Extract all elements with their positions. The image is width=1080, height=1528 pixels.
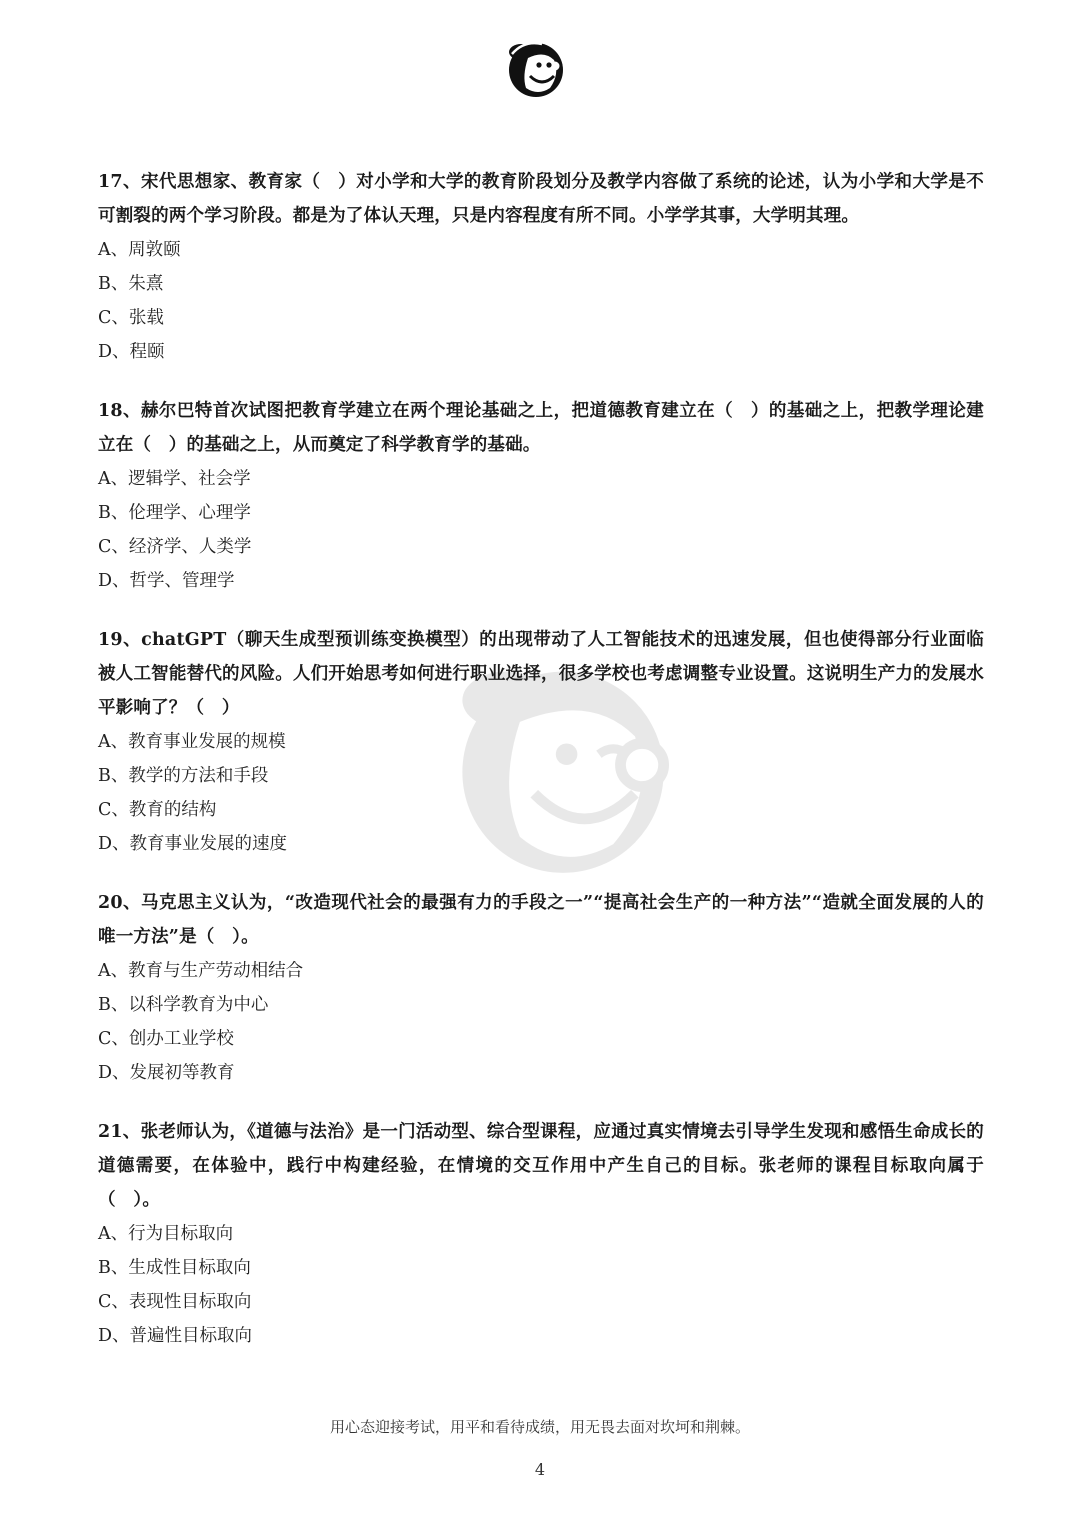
monkey-mascot-icon: [504, 36, 568, 100]
question-list: [98, 165, 984, 1378]
option-d: D、哲学、管理学: [98, 571, 235, 591]
option-a: A、行为目标取向: [98, 1224, 234, 1244]
footer-motto: 用心态迎接考试，用平和看待成绩，用无畏去面对坎坷和荆棘。: [329, 1418, 750, 1436]
question-stem: 18、赫尔巴特首次试图把教育学建立在两个理论基础之上，把道德教育建立在（ ）的基础之上，把教学理论建立在（ ）的基础之上，从而奠定了科学教育学的基础。: [98, 401, 984, 455]
option-a: A、教育与生产劳动相结合: [98, 961, 304, 981]
question-stem: 21、张老师认为，《道德与法治》是一门活动型、综合型课程，应通过真实情境去引导学生发现和感悟生命成长的道德需要，在体验中，践行中构建经验，在情境的交互作用中产生自己的目标。张老师的课程目标取向属于（ ）。: [98, 1122, 984, 1210]
option-c: C、张载: [98, 308, 164, 328]
option-c: C、创办工业学校: [98, 1029, 234, 1049]
option-b: B、以科学教育为中心: [98, 995, 269, 1015]
question-19: [98, 623, 984, 861]
option-b: B、伦理学、心理学: [98, 503, 251, 523]
question-20: [98, 886, 984, 1090]
option-a: A、教育事业发展的规模: [98, 732, 286, 752]
option-c: C、教育的结构: [98, 800, 217, 820]
option-b: B、生成性目标取向: [98, 1258, 251, 1278]
question-stem: 20、马克思主义认为，“改造现代社会的最强有力的手段之一”“提高社会生产的一种方法”“造就全面发展的人的唯一方法”是（ ）。: [98, 893, 984, 947]
option-d: D、普遍性目标取向: [98, 1326, 253, 1346]
question-stem: 17、宋代思想家、教育家（ ）对小学和大学的教育阶段划分及教学内容做了系统的论述，认为小学和大学是不可割裂的两个学习阶段。都是为了体认天理，只是内容程度有所不同。小学学其事，大学明其理。: [98, 172, 984, 226]
question-17: [98, 165, 984, 369]
option-b: B、教学的方法和手段: [98, 766, 269, 786]
option-d: D、发展初等教育: [98, 1063, 235, 1083]
question-21: [98, 1115, 984, 1353]
option-a: A、周敦颐: [98, 240, 181, 260]
option-c: C、经济学、人类学: [98, 537, 252, 557]
question-18: [98, 394, 984, 598]
option-d: D、教育事业发展的速度: [98, 834, 288, 854]
page-number: 4: [534, 1460, 546, 1479]
option-c: C、表现性目标取向: [98, 1292, 252, 1312]
option-d: D、程颐: [98, 342, 165, 362]
question-stem: 19、chatGPT（聊天生成型预训练变换模型）的出现带动了人工智能技术的迅速发展，但也使得部分行业面临被人工智能替代的风险。人们开始思考如何进行职业选择，很多学校也考虑调整专业设置。这说明生产力的发展水平影响了？（ ）: [98, 630, 984, 718]
option-b: B、朱熹: [98, 274, 164, 294]
option-a: A、逻辑学、社会学: [98, 469, 251, 489]
